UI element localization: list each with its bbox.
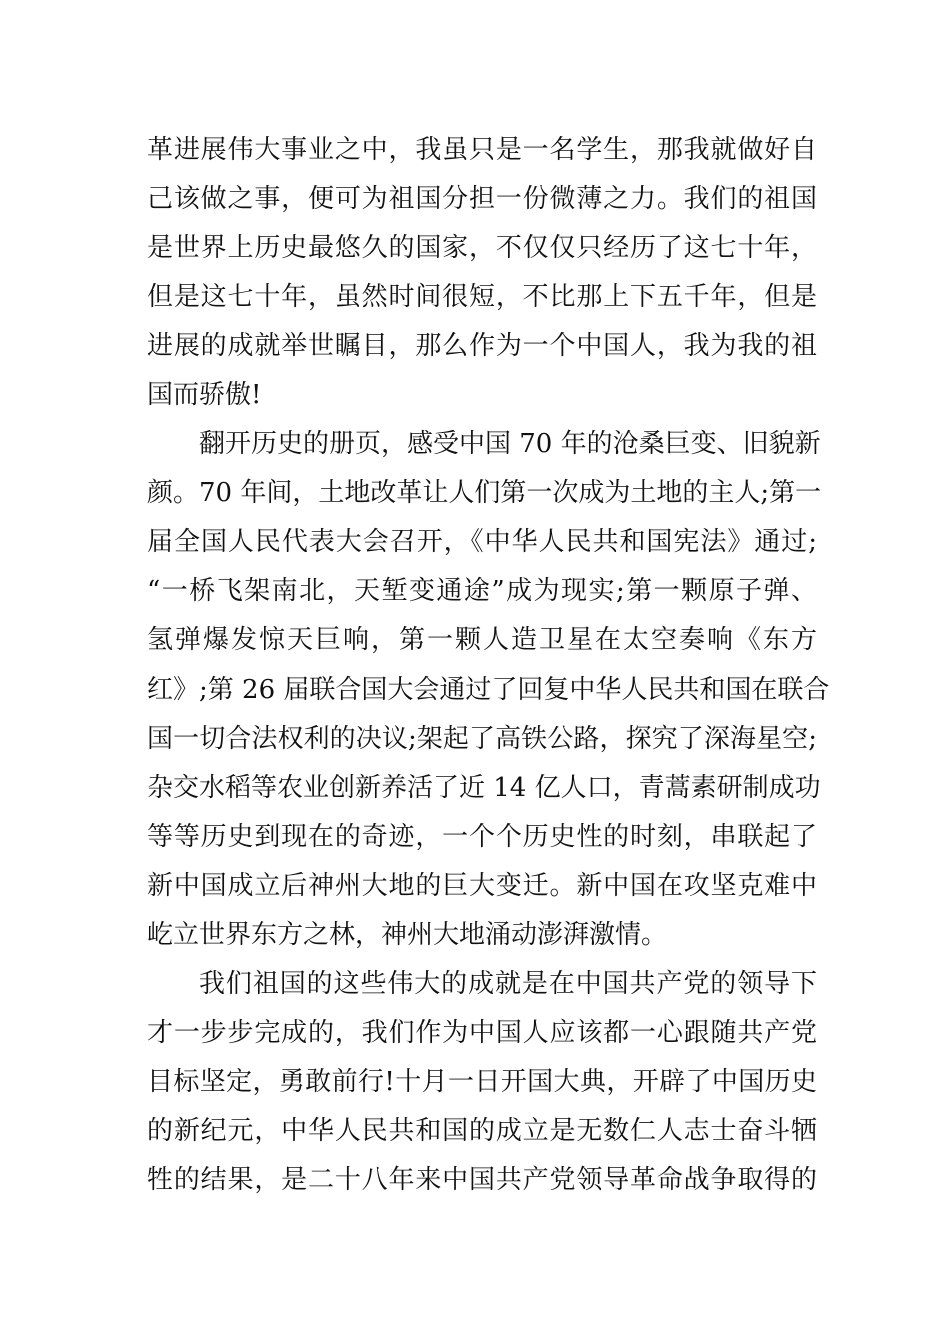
text-line: 红》;第 26 届联合国大会通过了回复中华人民共和国在联合 [147, 674, 830, 705]
text-line: 国一切合法权利的决议;架起了高铁公路，探究了深海星空; [147, 723, 817, 754]
text-line: 杂交水稻等农业创新养活了近 14 亿人口，青蒿素研制成功 [147, 772, 821, 803]
text-line: 才一步步完成的，我们作为中国人应该都一心跟随共产党 [147, 1017, 817, 1048]
text-line: 翻开历史的册页，感受中国 70 年的沧桑巨变、旧貌新 [199, 429, 821, 460]
text-line: 牲的结果，是二十八年来中国共产党领导革命战争取得的 [147, 1164, 817, 1195]
text-line: 届全国人民代表大会召开，《中华人民共和国宪法》通过; [147, 527, 817, 558]
text-line: 但是这七十年，虽然时间很短，不比那上下五千年，但是 [147, 282, 817, 313]
paragraph-1 [147, 126, 817, 420]
text-line: 我们祖国的这些伟大的成就是在中国共产党的领导下 [199, 968, 817, 999]
text-line: 新中国成立后神州大地的巨大变迁。新中国在攻坚克难中 [147, 870, 817, 901]
text-line: 屹立世界东方之林，神州大地涌动澎湃激情。 [147, 919, 668, 950]
text-line: 目标坚定，勇敢前行!十月一日开国大典，开辟了中国历史 [147, 1066, 817, 1097]
text-line: “一桥飞架南北，天堑变通途”成为现实;第一颗原子弹、 [147, 576, 817, 607]
text-line: 进展的成就举世瞩目，那么作为一个中国人，我为我的祖 [147, 331, 817, 362]
text-line: 国而骄傲! [147, 380, 262, 411]
text-line: 的新纪元，中华人民共和国的成立是无数仁人志士奋斗牺 [147, 1115, 817, 1146]
text-line: 是世界上历史最悠久的国家，不仅仅只经历了这七十年， [147, 233, 817, 264]
text-line: 等等历史到现在的奇迹，一个个历史性的时刻，串联起了 [147, 821, 817, 852]
text-line: 颜。70 年间，土地改革让人们第一次成为土地的主人;第一 [147, 478, 822, 509]
paragraph-3 [147, 960, 817, 1205]
text-line: 氢弹爆发惊天巨响，第一颗人造卫星在太空奏响《东方 [147, 625, 817, 656]
text-line: 革进展伟大事业之中，我虽只是一名学生，那我就做好自 [147, 135, 817, 165]
document-body [147, 126, 830, 1205]
text-line: 己该做之事，便可为祖国分担一份微薄之力。我们的祖国 [147, 184, 817, 215]
paragraph-2 [147, 420, 830, 960]
